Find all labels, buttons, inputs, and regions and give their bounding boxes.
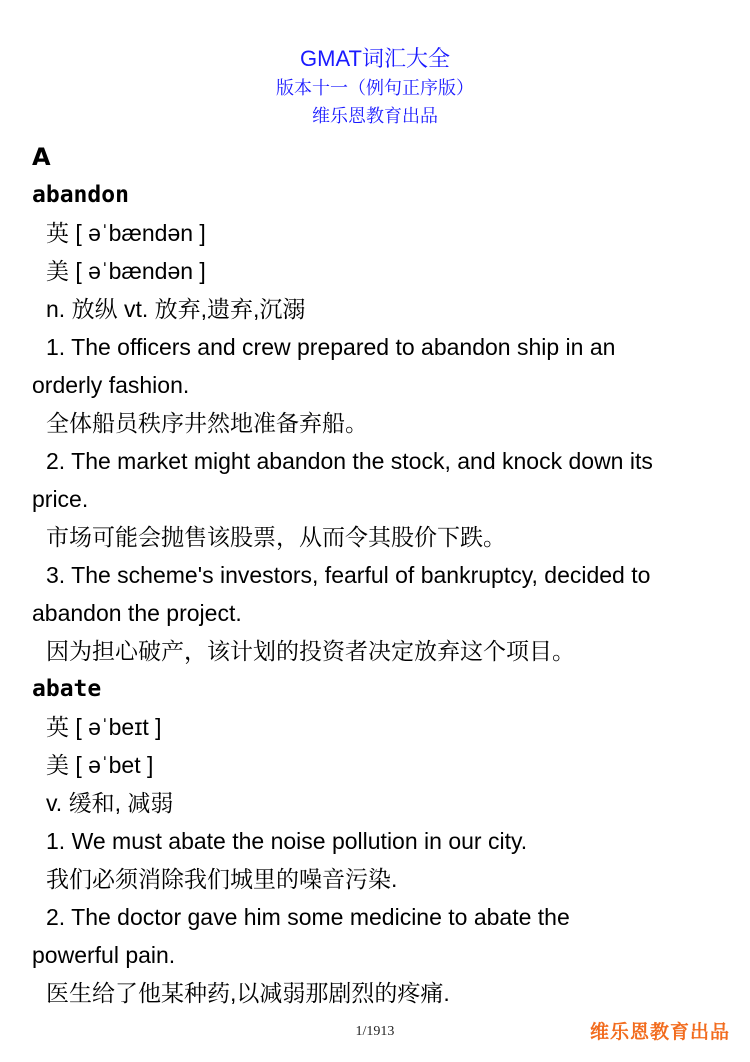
example-english-line1: 1. We must abate the noise pollution in our city. [46, 828, 528, 854]
us-pronunciation: 美 [ əˈbet ] [46, 752, 154, 778]
part-of-speech-definition: v. 缓和, 减弱 [46, 790, 174, 816]
document-subtitle: 版本十一（例句正序版） [276, 78, 474, 98]
uk-pronunciation: 英 [ əˈbeɪt ] [46, 714, 162, 740]
document-header [0, 44, 750, 130]
us-pronunciation: 美 [ əˈbændən ] [46, 258, 206, 284]
uk-pronunciation: 英 [ əˈbændən ] [46, 220, 206, 246]
document-title: GMAT词汇大全 [300, 46, 450, 71]
example-chinese: 我们必须消除我们城里的噪音污染. [46, 866, 398, 892]
example-english-line2: powerful pain. [32, 942, 176, 968]
example-english-line1: 3. The scheme's investors, fearful of bankruptcy, decided to [46, 562, 651, 588]
example-english-line2: orderly fashion. [32, 372, 190, 398]
page-number: 1/1913 [355, 1024, 395, 1039]
example-english-line2: abandon the project. [32, 600, 242, 626]
vocab-entry [32, 670, 722, 1012]
headword: abandon [32, 182, 129, 208]
example-chinese: 全体船员秩序井然地准备弃船。 [46, 410, 368, 436]
watermark-logo: 维乐恩教育出品 [589, 1021, 730, 1043]
publisher-line: 维乐恩教育出品 [312, 106, 438, 126]
vocabulary-content [32, 138, 722, 1012]
example-english-line1: 1. The officers and crew prepared to abandon ship in an [46, 334, 616, 360]
vocab-entry [32, 176, 722, 670]
example-english-line1: 2. The market might abandon the stock, and knock down its [46, 448, 653, 474]
example-english-line2: price. [32, 486, 89, 512]
example-english-line1: 2. The doctor gave him some medicine to abate the [46, 904, 570, 930]
headword: abate [32, 676, 102, 702]
example-chinese: 市场可能会抛售该股票，从而令其股价下跌。 [46, 524, 506, 550]
part-of-speech-definition: n. 放纵 vt. 放弃,遗弃,沉溺 [46, 296, 306, 322]
example-chinese: 医生给了他某种药,以减弱那剧烈的疼痛. [46, 980, 450, 1006]
example-chinese: 因为担心破产，该计划的投资者决定放弃这个项目。 [46, 638, 575, 664]
section-letter: A [32, 143, 51, 171]
